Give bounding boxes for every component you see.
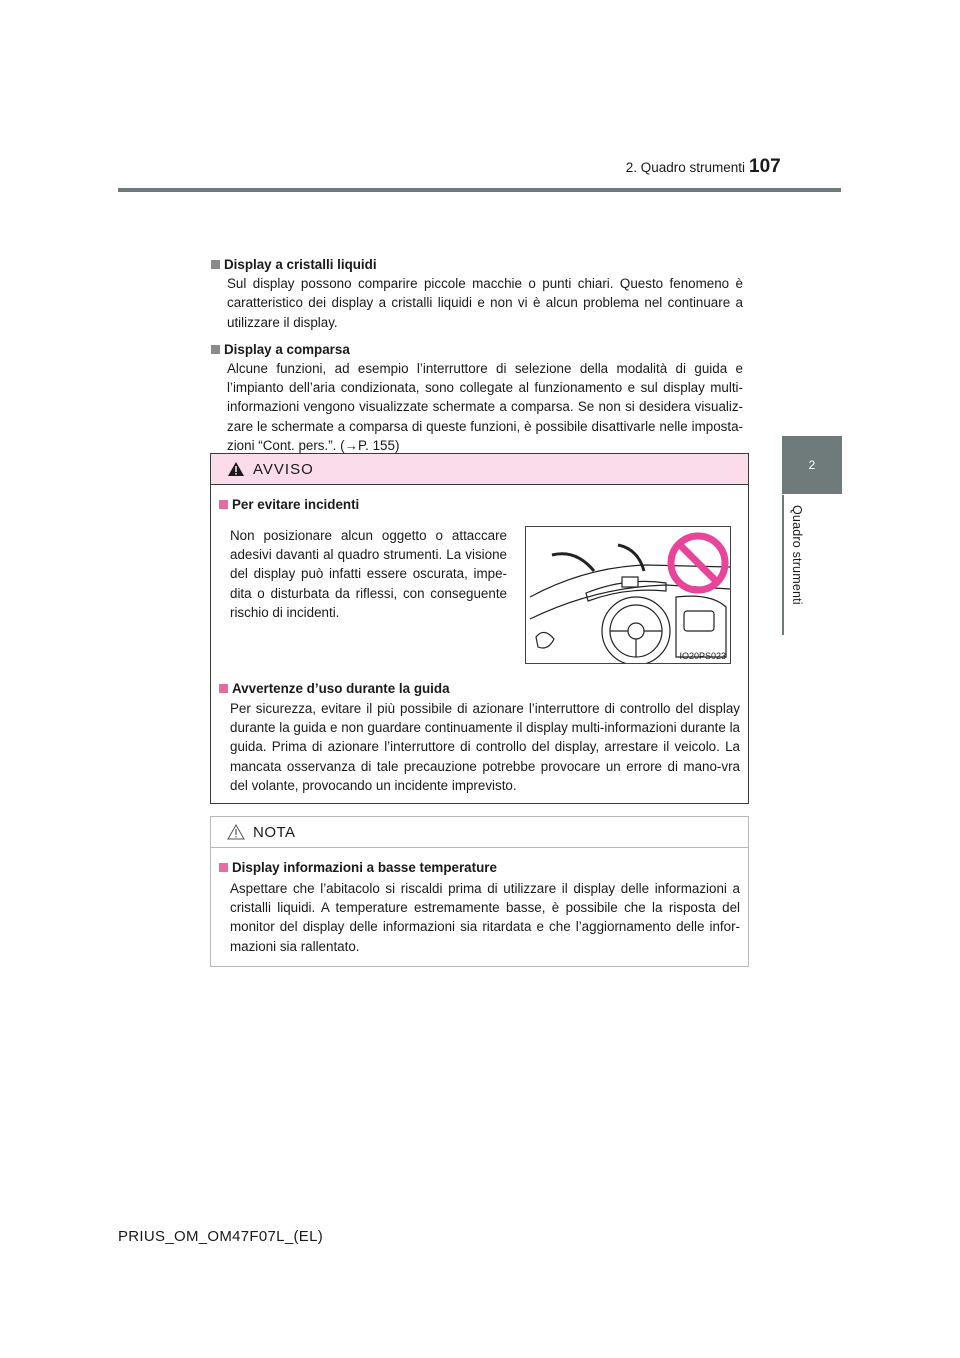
section-heading bbox=[211, 255, 743, 274]
warning-item-text: Non posizionare alcun oggetto o attaccare adesivi davanti al quadro strumenti. La visione del display può infatti essere oscurata, impe-dita o disturbata da riflessi, con conseguente rischio di incidenti. bbox=[230, 528, 507, 620]
section-heading-text: Display a comparsa bbox=[224, 341, 350, 357]
warning-item-heading bbox=[219, 681, 450, 696]
notice-box bbox=[210, 816, 749, 967]
section-paragraph: Alcune funzioni, ad esempio l’interruttore di selezione della modalità di guida e l’impianto dell’aria condizionata, sono collegate al funzionamento e sul display multi-informazioni vengono visualizzate schermate a comparsa. Se non si desidera visualiz-zare le schermate a comparsa di queste funzioni, è possibile disattivarle nelle imposta-zioni “Cont. pers.”. (→P. 155) bbox=[227, 361, 743, 453]
header-rule bbox=[118, 188, 841, 192]
square-bullet-icon bbox=[219, 684, 228, 693]
section-paragraph: Sul display possono comparire piccole macchie o punti chiari. Questo fenomeno è caratteristico dei display a cristalli liquidi e non vi è alcun problema nel continuare a utilizzare il display. bbox=[227, 276, 743, 330]
notice-triangle-icon bbox=[227, 824, 245, 840]
notice-item-heading-text: Display informazioni a basse temperature bbox=[232, 860, 497, 875]
square-bullet-icon bbox=[219, 863, 228, 872]
warning-title: AVVISO bbox=[253, 460, 314, 478]
section-heading bbox=[211, 340, 743, 359]
warning-box bbox=[210, 453, 749, 804]
illustration-code: IO20PS023 bbox=[679, 651, 726, 661]
warning-item-heading-text: Per evitare incidenti bbox=[232, 497, 360, 512]
dashboard-illustration bbox=[525, 526, 731, 664]
section-title: 2. Quadro strumenti bbox=[625, 160, 745, 175]
main-content bbox=[211, 255, 743, 455]
warning-triangle-icon bbox=[227, 461, 245, 477]
warning-item-text: Per sicurezza, evitare il più possibile di azionare l’interruttore di controllo del display durante la guida e non guardare continuamente il display multi-informazioni durante la guida. Prima di azionare l’interruttore di controllo del display, arrestare il veicolo. La mancata osservanza di tale precauzione potrebbe provocare un errore di mano-vra del volante, provocando un incidente imprevisto. bbox=[230, 701, 740, 793]
warning-header bbox=[211, 454, 748, 485]
warning-item-heading-text: Avvertenze d’uso durante la guida bbox=[232, 681, 450, 696]
chapter-tab: 2 bbox=[782, 436, 842, 494]
document-code: PRIUS_OM_OM47F07L_(EL) bbox=[118, 1228, 324, 1245]
notice-header bbox=[211, 817, 748, 848]
square-bullet-icon bbox=[219, 500, 228, 509]
notice-title: NOTA bbox=[253, 823, 296, 841]
notice-item-text: Aspettare che l’abitacolo si riscaldi prima di utilizzare il display delle informazioni a cristalli liquidi. A temperature estremamente basse, è possibile che la risposta del monitor del display delle informazioni sia ritardata e che l’aggiornamento delle infor-mazioni sia rallentato. bbox=[230, 881, 740, 954]
notice-item-heading bbox=[219, 860, 497, 875]
dashboard-drawing bbox=[526, 527, 730, 663]
square-bullet-icon bbox=[211, 260, 220, 269]
warning-item-heading bbox=[219, 497, 359, 512]
chapter-label: Quadro strumenti bbox=[790, 505, 804, 605]
page-number: 107 bbox=[749, 156, 781, 177]
square-bullet-icon bbox=[211, 345, 220, 354]
chapter-tab-bar bbox=[782, 495, 784, 635]
section-heading-text: Display a cristalli liquidi bbox=[224, 257, 377, 272]
